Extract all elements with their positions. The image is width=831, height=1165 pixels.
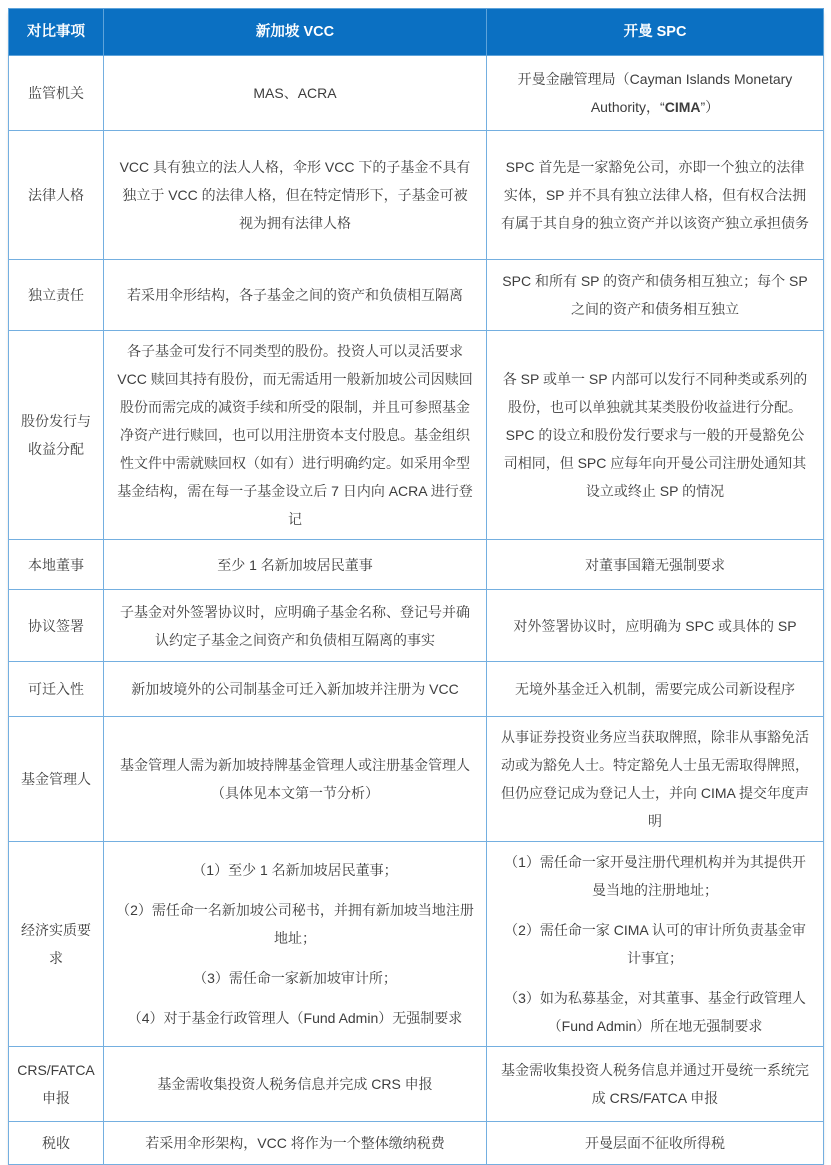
cell-crs-fatca-vcc: 基金需收集投资人税务信息并完成 CRS 申报	[104, 1047, 487, 1122]
table-row-share-issuance	[9, 331, 824, 540]
row-label-regulator: 监管机关	[9, 56, 104, 131]
cell-legal-personality-vcc: VCC 具有独立的法人人格，伞形 VCC 下的子基金不具有独立于 VCC 的法律人格，但在特定情形下，子基金可被视为拥有法律人格	[104, 131, 487, 260]
numbered-item: （4）对于基金行政管理人（Fund Admin）无强制要求	[127, 1010, 463, 1026]
cell-economic-substance-vcc	[104, 842, 487, 1047]
cell-fund-manager-spc: 从事证券投资业务应当获取牌照，除非从事豁免活动或为豁免人士。特定豁免人士虽无需取得牌照，但仍应登记成为登记人士，并向 CIMA 提交年度声明	[487, 717, 824, 842]
cell-tax-vcc: 若采用伞形架构，VCC 将作为一个整体缴纳税费	[104, 1122, 487, 1165]
header-cayman-spc: 开曼 SPC	[487, 9, 824, 56]
numbered-item: （3）如为私募基金，对其董事、基金行政管理人（Fund Admin）所在地无强制要求	[504, 990, 806, 1034]
cell-local-director-spc: 对董事国籍无强制要求	[487, 540, 824, 590]
header-singapore-vcc: 新加坡 VCC	[104, 9, 487, 56]
numbered-item: （1）至少 1 名新加坡居民董事；	[192, 862, 398, 878]
numbered-item: （3）需任命一家新加坡审计所；	[193, 970, 397, 986]
numbered-item: （1）需任命一家开曼注册代理机构并为其提供开曼当地的注册地址；	[504, 854, 806, 898]
table-row-regulator	[9, 56, 824, 131]
cell-economic-substance-spc	[487, 842, 824, 1047]
cell-agreement-signing-spc: 对外签署协议时，应明确为 SPC 或具体的 SP	[487, 590, 824, 662]
cell-text-segment: ”）	[700, 99, 720, 115]
cell-share-issuance-spc: 各 SP 或单一 SP 内部可以发行不同种类或系列的股份，也可以单独就其某类股份收益进行分配。SPC 的设立和股份发行要求与一般的开曼豁免公司相同，但 SPC 应每年向开曼公司注册处通知其设立或终止 SP 的情况	[487, 331, 824, 540]
row-label-agreement-signing: 协议签署	[9, 590, 104, 662]
table-row-independent-liability	[9, 260, 824, 331]
table-header-row	[9, 9, 824, 56]
cell-tax-spc: 开曼层面不征收所得税	[487, 1122, 824, 1165]
table-row-legal-personality	[9, 131, 824, 260]
cell-fund-manager-vcc: 基金管理人需为新加坡持牌基金管理人或注册基金管理人（具体见本文第一节分析）	[104, 717, 487, 842]
cell-crs-fatca-spc: 基金需收集投资人税务信息并通过开曼统一系统完成 CRS/FATCA 申报	[487, 1047, 824, 1122]
row-label-tax: 税收	[9, 1122, 104, 1165]
table-row-re-domiciliation	[9, 662, 824, 717]
table-row-fund-manager	[9, 717, 824, 842]
cell-re-domiciliation-vcc: 新加坡境外的公司制基金可迁入新加坡并注册为 VCC	[104, 662, 487, 717]
row-label-share-issuance: 股份发行与收益分配	[9, 331, 104, 540]
cell-legal-personality-spc: SPC 首先是一家豁免公司，亦即一个独立的法律实体，SP 并不具有独立法律人格，但有权合法拥有属于其自身的独立资产并以该资产独立承担债务	[487, 131, 824, 260]
table-row-local-director	[9, 540, 824, 590]
table-row-economic-substance	[9, 842, 824, 1047]
comparison-table	[8, 8, 824, 1165]
table-row-crs-fatca	[9, 1047, 824, 1122]
header-comparison-item: 对比事项	[9, 9, 104, 56]
cell-independent-liability-spc: SPC 和所有 SP 的资产和债务相互独立；每个 SP 之间的资产和债务相互独立	[487, 260, 824, 331]
row-label-re-domiciliation: 可迁入性	[9, 662, 104, 717]
cell-agreement-signing-vcc: 子基金对外签署协议时，应明确子基金名称、登记号并确认约定子基金之间资产和负债相互隔离的事实	[104, 590, 487, 662]
row-label-independent-liability: 独立责任	[9, 260, 104, 331]
cell-share-issuance-vcc: 各子基金可发行不同类型的股份。投资人可以灵活要求 VCC 赎回其持有股份，而无需适用一般新加坡公司因赎回股份而需完成的减资手续和所受的限制，并且可参照基金净资产进行赎回，也可以用注册资本支付股息。基金组织性文件中需就赎回权（如有）进行明确约定。如采用伞型基金结构，需在每一子基金设立后 7 日内向 ACRA 进行登记	[104, 331, 487, 540]
row-label-economic-substance: 经济实质要求	[9, 842, 104, 1047]
cell-text-segment: 开曼金融管理局（Cayman Islands Monetary Authority，“	[517, 71, 793, 115]
table-row-tax	[9, 1122, 824, 1165]
row-label-local-director: 本地董事	[9, 540, 104, 590]
numbered-item: （2）需任命一名新加坡公司秘书，并拥有新加坡当地注册地址；	[116, 902, 474, 946]
cell-regulator-vcc: MAS、ACRA	[104, 56, 487, 131]
cell-local-director-vcc: 至少 1 名新加坡居民董事	[104, 540, 487, 590]
table-row-agreement-signing	[9, 590, 824, 662]
numbered-item: （2）需任命一家 CIMA 认可的审计所负责基金审计事宜；	[504, 922, 806, 966]
row-label-legal-personality: 法律人格	[9, 131, 104, 260]
cell-independent-liability-vcc: 若采用伞形结构，各子基金之间的资产和负债相互隔离	[104, 260, 487, 331]
cell-re-domiciliation-spc: 无境外基金迁入机制，需要完成公司新设程序	[487, 662, 824, 717]
row-label-fund-manager: 基金管理人	[9, 717, 104, 842]
cima-bold-text: CIMA	[664, 99, 701, 115]
row-label-crs-fatca: CRS/FATCA 申报	[9, 1047, 104, 1122]
cell-regulator-spc	[487, 56, 824, 131]
